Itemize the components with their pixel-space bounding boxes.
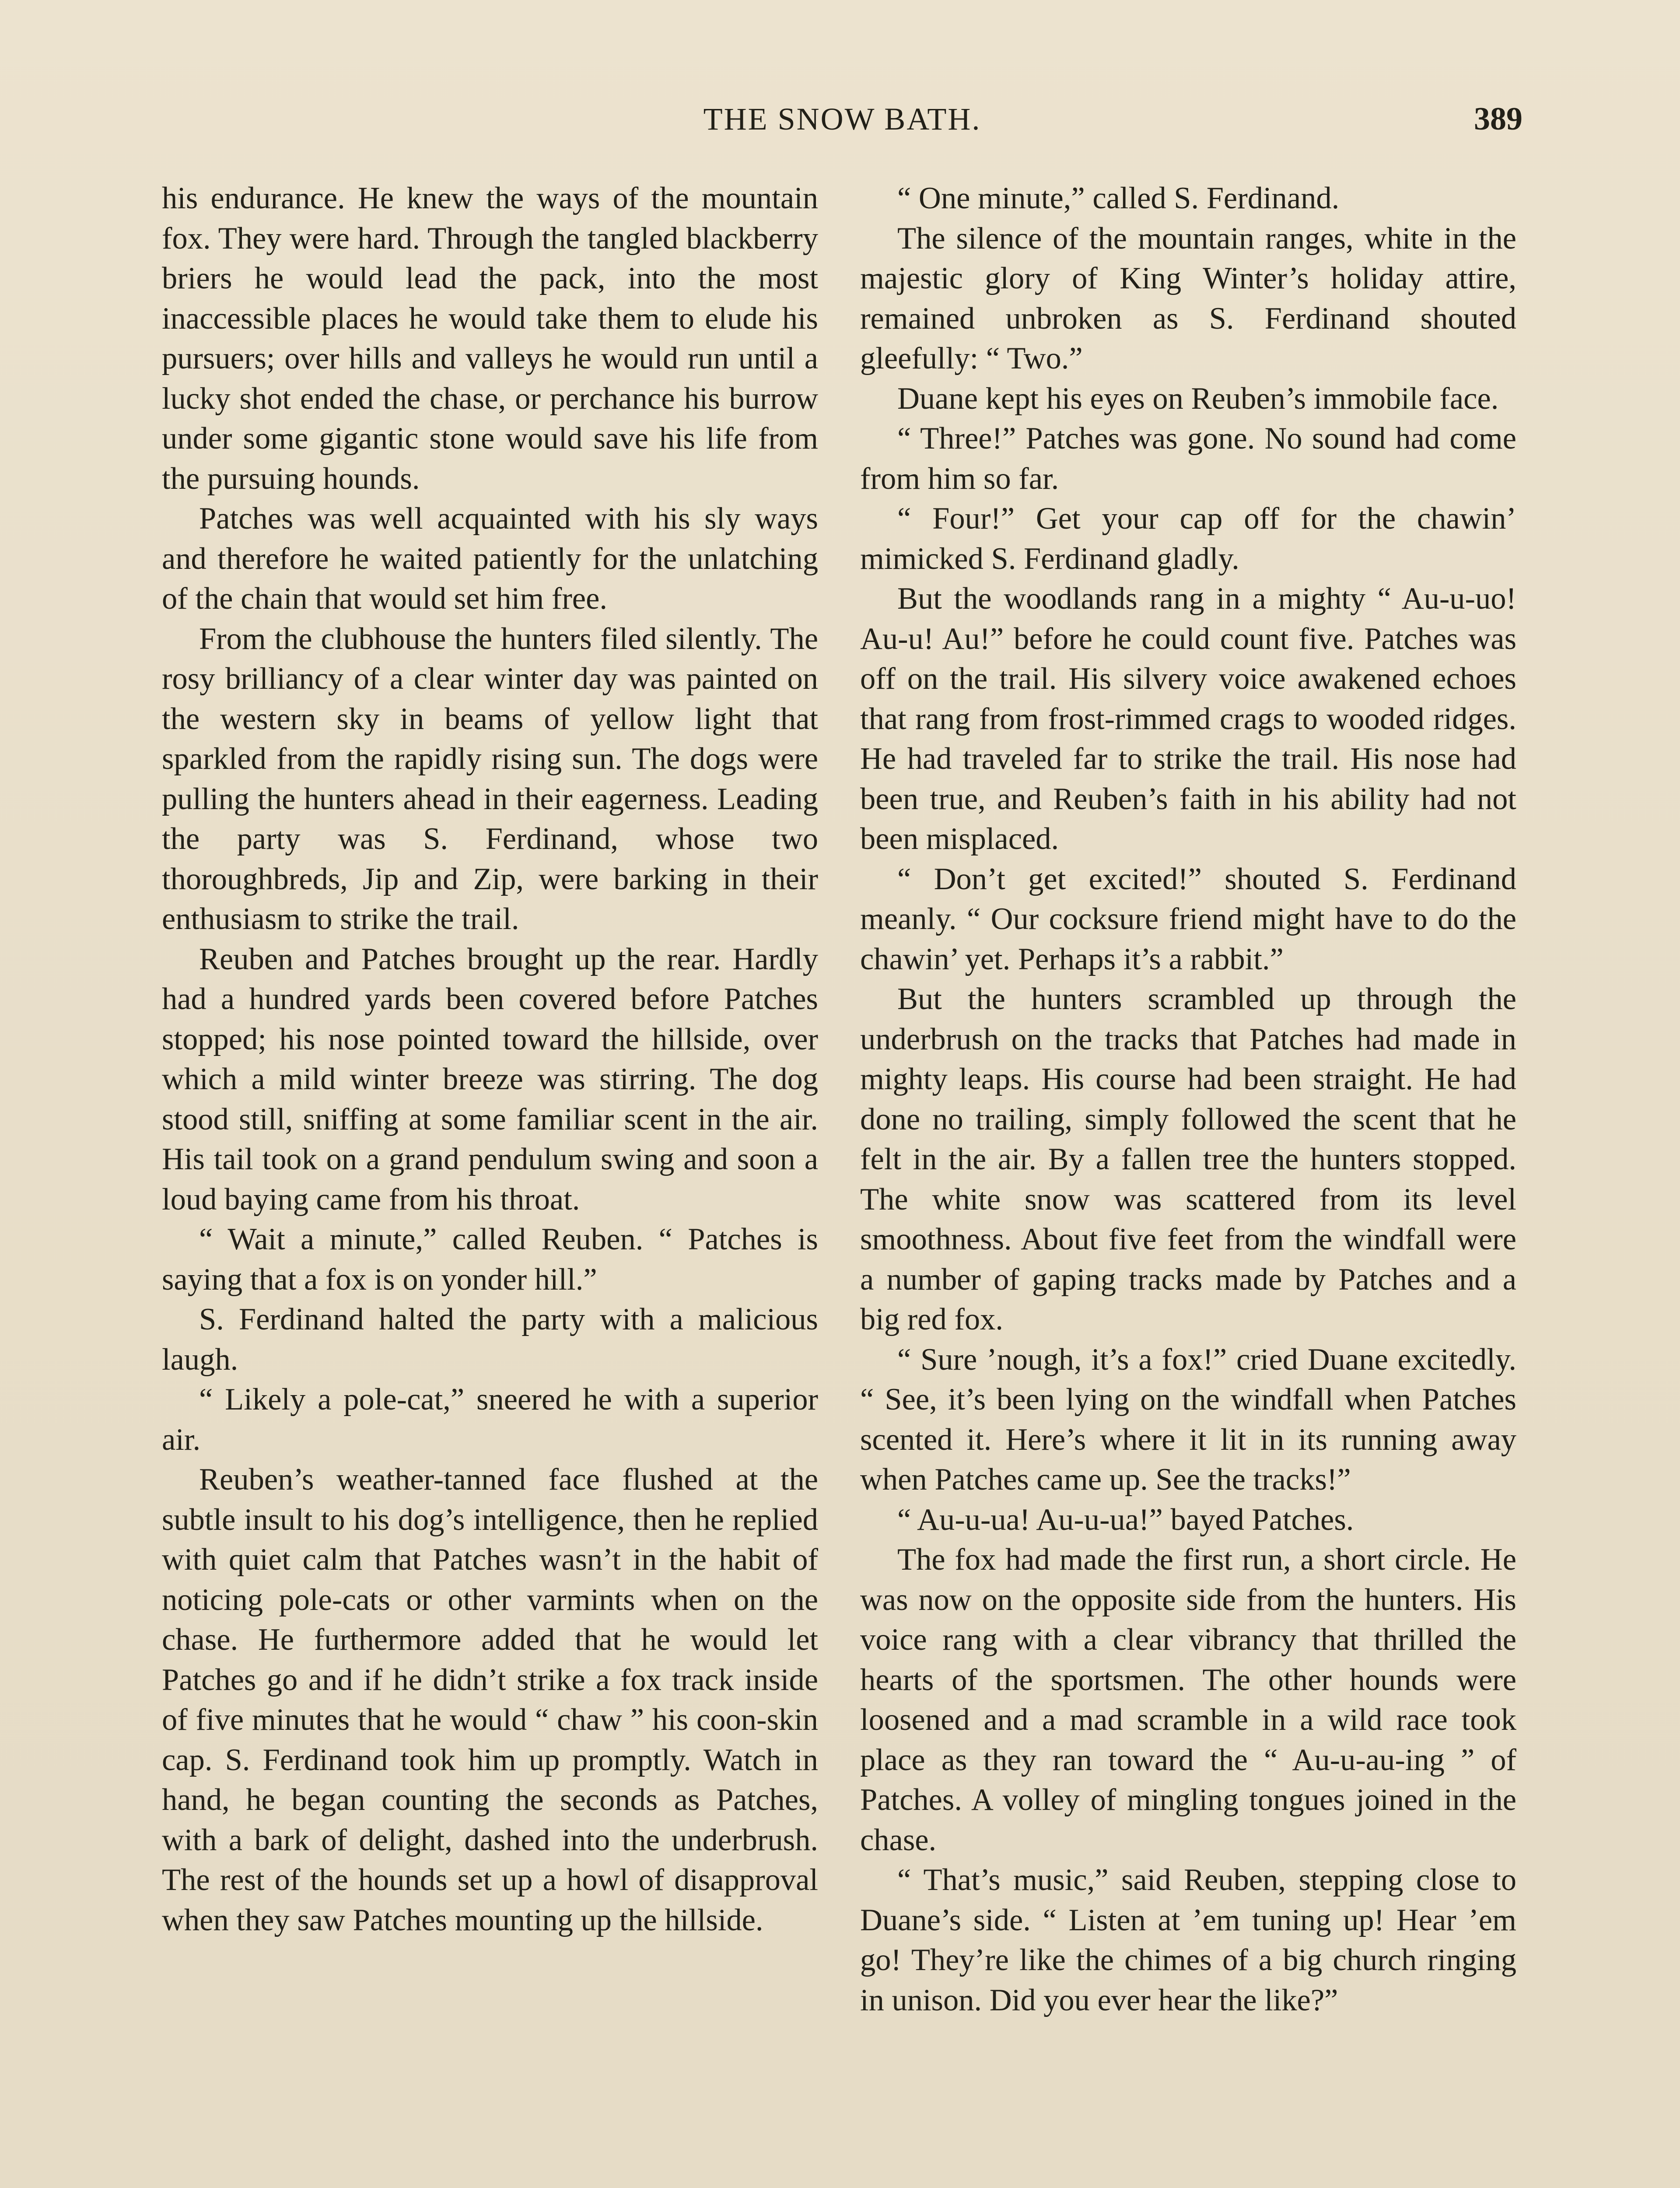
paragraph: “ Three!” Patches was gone. No sound had come from him so far. <box>860 421 1516 496</box>
paragraph: Reuben’s weather-tanned face flushed at the subtle insult to his dog’s intelligence, then he replied with quiet calm that Patches wasn’t in the habit of noticing pole-cats or other varmints when on the chase. He furthermore added that he would let Patches go and if he didn’t strike a fox track inside of five minutes that he would “ chaw ” his coon-skin cap. S. Ferdinand took him up promptly. Watch in hand, he began counting the seconds as Patches, with a bark of delight, dashed into the underbrush. The rest of the hounds set up a howl of disapproval when they saw Patches mounting up the hillside. <box>162 1462 818 1937</box>
running-head <box>162 97 1522 141</box>
paragraph: From the clubhouse the hunters filed silently. The rosy brilliancy of a clear winter day was painted on the western sky in beams of yellow light that sparkled from the rapidly rising sun. The dogs were pulling the hunters ahead in their eagerness. Leading the party was S. Ferdinand, whose two thoroughbreds, Jip and Zip, were barking in their enthusiasm to strike the trail. <box>162 621 818 936</box>
left-column <box>162 179 818 1940</box>
paragraph: “ Likely a pole-cat,” sneered he with a superior air. <box>162 1382 818 1457</box>
paragraph: The fox had made the first run, a short circle. He was now on the opposite side from the hunters. His voice rang with a clear vibrancy that thrilled the hearts of the sportsmen. The other hounds were loosened and a mad scramble in a wild race took place as they ran toward the “ Au-u-au-ing ” of Patches. A volley of mingling tongues joined in the chase. <box>860 1543 1516 1857</box>
paragraph: “ That’s music,” said Reuben, stepping close to Duane’s side. “ Listen at ’em tuning up! Hear ’em go! They’re like the chimes of a big church ringing in unison. Did you ever hear the like?” <box>860 1863 1516 2017</box>
paragraph: “ Wait a minute,” called Reuben. “ Patches is saying that a fox is on yonder hill.” <box>162 1222 818 1297</box>
paragraph: But the hunters scrambled up through the underbrush on the tracks that Patches had made in mighty leaps. His course had been straight. He had done no trailing, simply followed the scent that he felt in the air. By a fallen tree the hunters stopped. The white snow was scattered from its level smoothness. About five feet from the windfall were a number of gaping tracks made by Patches and a big red fox. <box>860 982 1516 1336</box>
paragraph: his endurance. He knew the ways of the mountain fox. They were hard. Through the tangled blackberry briers he would lead the pack, into the most inaccessible places he would take them to elude his pursuers; over hills and valleys he would run until a lucky shot ended the chase, or perchance his burrow under some gigantic stone would save his life from the pursuing hounds. <box>162 181 818 496</box>
paragraph: “ Don’t get excited!” shouted S. Ferdinand meanly. “ Our cocksure friend might have to do the chawin’ yet. Perhaps it’s a rabbit.” <box>860 862 1516 976</box>
right-column <box>860 179 1516 2020</box>
paragraph: “ Sure ’nough, it’s a fox!” cried Duane excitedly. “ See, it’s been lying on the windfall when Patches scented it. Here’s where it lit in its running away when Patches came up. See the tracks!” <box>860 1342 1516 1497</box>
paragraph: But the woodlands rang in a mighty “ Au-u-uo! Au-u! Au!” before he could count five. Patches was off on the trail. His silvery voice awakened echoes that rang from frost-rimmed crags to wooded ridges. He had traveled far to strike the trail. His nose had been true, and Reuben’s faith in his ability had not been misplaced. <box>860 582 1516 856</box>
paragraph: The silence of the mountain ranges, white in the majestic glory of King Winter’s holiday attire, remained unbroken as S. Ferdinand shouted gleefully: “ Two.” <box>860 221 1516 375</box>
paragraph: “ One minute,” called S. Ferdinand. <box>897 181 1340 215</box>
paragraph: S. Ferdinand halted the party with a malicious laugh. <box>162 1302 818 1377</box>
paragraph: Patches was well acquainted with his sly ways and therefore he waited patiently for the unlatching of the chain that would set him free. <box>162 501 818 616</box>
page-number: 389 <box>1474 101 1522 137</box>
paragraph: “ Au-u-ua! Au-u-ua!” bayed Patches. <box>897 1502 1354 1537</box>
paragraph: Reuben and Patches brought up the rear. Hardly had a hundred yards been covered before Patches stopped; his nose pointed toward the hillside, over which a mild winter breeze was stirring. The dog stood still, sniffing at some familiar scent in the air. His tail took on a grand pendulum swing and soon a loud baying came from his throat. <box>162 942 818 1217</box>
paragraph: Duane kept his eyes on Reuben’s immobile face. <box>897 381 1499 416</box>
paragraph: “ Four!” Get your cap off for the chawin’ mimicked S. Ferdinand gladly. <box>860 501 1516 576</box>
chapter-title: THE SNOW BATH. <box>703 102 981 137</box>
